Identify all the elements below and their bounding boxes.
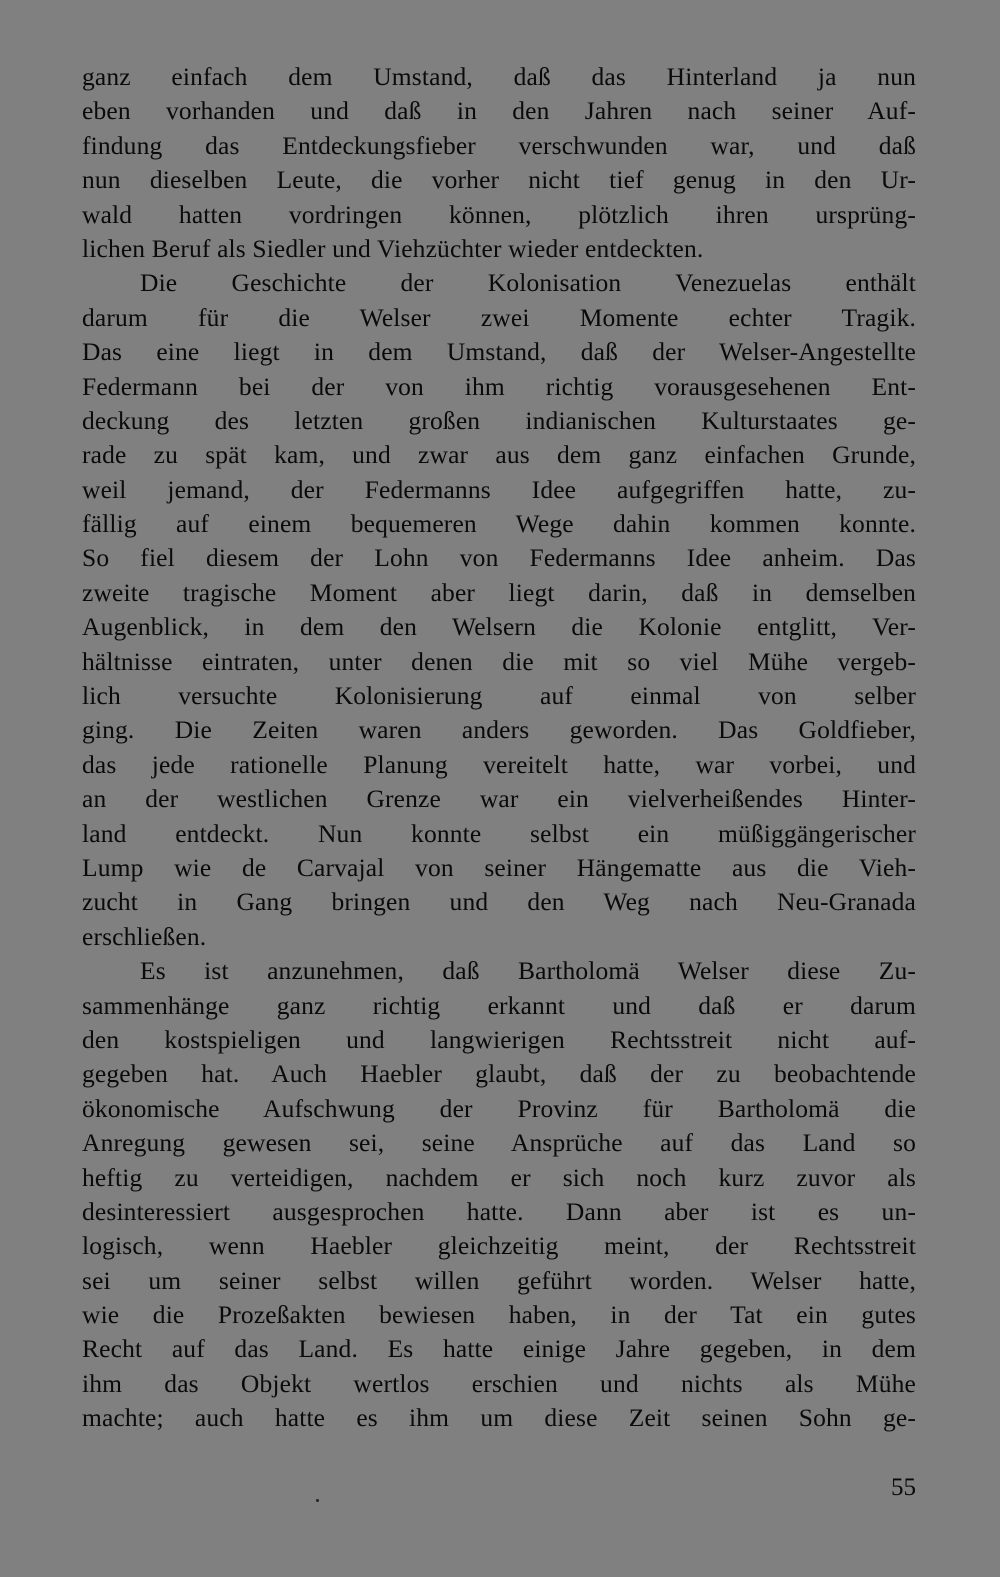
text-line-24: Lump wie de Carvajal von seiner Hängematte aus die Vieh- — [82, 852, 916, 882]
text-line-30: gegeben hat. Auch Haebler glaubt, daß der zu beobachtende — [82, 1059, 916, 1089]
text-line-14: fällig auf einem bequemeren Wege dahin kommen konnte. — [82, 509, 916, 539]
text-line-39: ihm das Objekt wertlos erschien und nichts als Mühe — [82, 1368, 916, 1398]
text-line-3: findung das Entdeckungsfieber verschwunden war, und daß — [82, 130, 916, 160]
text-line-29: den kostspieligen und langwierigen Rechtsstreit nicht auf- — [82, 1024, 916, 1054]
text-line-15: So fiel diesem der Lohn von Federmanns Idee anheim. Das — [82, 543, 916, 573]
text-line-22: an der westlichen Grenze war ein vielverheißendes Hinter- — [82, 784, 916, 814]
text-line-33: heftig zu verteidigen, nachdem er sich noch kurz zuvor als — [82, 1162, 916, 1192]
text-line-17: Augenblick, in dem den Welsern die Kolonie entglitt, Ver- — [82, 612, 916, 642]
text-line-26: erschließen. — [82, 921, 207, 951]
text-line-8: darum für die Welser zwei Momente echter Tragik. — [82, 302, 916, 332]
text-line-9: Das eine liegt in dem Umstand, daß der Welser-Angestellte — [82, 337, 916, 367]
text-line-32: Anregung gewesen sei, seine Ansprüche auf das Land so — [82, 1128, 916, 1158]
text-line-40: machte; auch hatte es ihm um diese Zeit seinen Sohn ge- — [82, 1403, 916, 1433]
text-line-38: Recht auf das Land. Es hatte einige Jahre gegeben, in dem — [82, 1334, 916, 1364]
text-line-1: ganz einfach dem Umstand, daß das Hinterland ja nun — [82, 62, 916, 91]
text-line-31: ökonomische Aufschwung der Provinz für Bartholomä die — [82, 1093, 916, 1123]
text-line-6: lichen Beruf als Siedler und Viehzüchter wieder entdeckten. — [82, 233, 704, 263]
text-line-10: Federmann bei der von ihm richtig vorausgesehenen Ent- — [82, 371, 916, 401]
body-text — [82, 60, 916, 1436]
text-line-20: ging. Die Zeiten waren anders geworden. Das Goldfieber, — [82, 715, 916, 745]
text-line-36: sei um seiner selbst willen geführt worden. Welser hatte, — [82, 1265, 916, 1295]
text-line-18: hältnisse eintraten, unter denen die mit so viel Mühe vergeb- — [82, 646, 916, 676]
text-line-7: Die Geschichte der Kolonisation Venezuelas enthält — [140, 268, 916, 298]
text-line-28: sammenhänge ganz richtig erkannt und daß er darum — [82, 990, 916, 1020]
text-line-11: deckung des letzten großen indianischen Kulturstaates ge- — [82, 405, 916, 435]
text-line-4: nun dieselben Leute, die vorher nicht tief genug in den Ur- — [82, 165, 916, 195]
text-line-25: zucht in Gang bringen und den Weg nach Neu-Granada — [82, 887, 916, 917]
print-speck — [316, 1499, 319, 1502]
text-line-21: das jede rationelle Planung vereitelt hatte, war vorbei, und — [82, 749, 916, 779]
text-line-34: desinteressiert ausgesprochen hatte. Dann aber ist es un- — [82, 1196, 916, 1226]
page-number: 55 — [891, 1474, 916, 1501]
text-line-12: rade zu spät kam, und zwar aus dem ganz einfachen Grunde, — [82, 440, 916, 470]
text-line-35: logisch, wenn Haebler gleichzeitig meint, der Rechtsstreit — [82, 1231, 916, 1261]
text-line-19: lich versuchte Kolonisierung auf einmal von selber — [82, 681, 916, 711]
text-line-16: zweite tragische Moment aber liegt darin, daß in demselben — [82, 577, 916, 607]
text-line-37: wie die Prozeßakten bewiesen haben, in der Tat ein gutes — [82, 1300, 916, 1330]
text-line-27: Es ist anzunehmen, daß Bartholomä Welser diese Zu- — [140, 956, 916, 986]
text-line-5: wald hatten vordringen können, plötzlich ihren ursprüng- — [82, 199, 916, 229]
text-line-2: eben vorhanden und daß in den Jahren nach seiner Auf- — [82, 96, 916, 126]
text-line-23: land entdeckt. Nun konnte selbst ein müßiggängerischer — [82, 818, 916, 848]
text-line-13: weil jemand, der Federmanns Idee aufgegriffen hatte, zu- — [82, 474, 916, 504]
